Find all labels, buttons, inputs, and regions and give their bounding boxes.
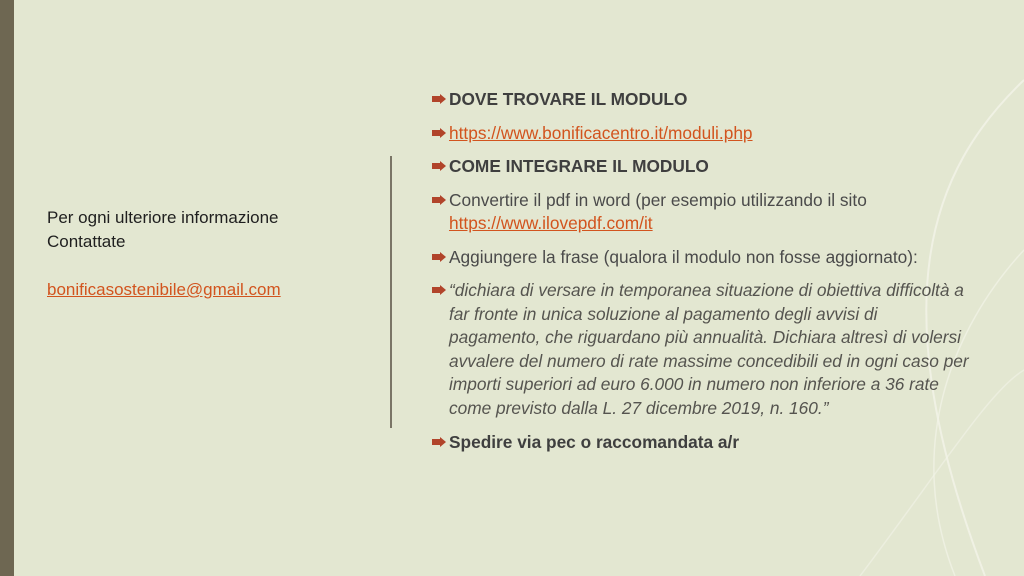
send-instruction: Spedire via pec o raccomandata a/r: [449, 431, 740, 452]
arrow-bullet-icon: [432, 252, 449, 262]
list-item: [432, 189, 972, 236]
left-accent-bar: [0, 0, 14, 576]
arrow-bullet-icon: [432, 161, 449, 171]
convert-instruction: Convertire il pdf in word (per esempio utilizzando il sito: [449, 189, 867, 210]
list-item: [432, 122, 972, 146]
list-item: [432, 279, 972, 421]
arrow-bullet-icon: [432, 128, 449, 138]
arrow-bullet-icon: [432, 94, 449, 104]
arrow-bullet-icon: [432, 285, 449, 295]
heading-how-to-integrate: COME INTEGRARE IL MODULO: [449, 156, 709, 176]
list-item: [432, 431, 972, 455]
vertical-divider: [390, 156, 392, 428]
add-phrase-instruction: Aggiungere la frase (qualora il modulo non fosse aggiornato):: [449, 246, 918, 267]
arrow-bullet-icon: [432, 437, 449, 447]
contact-email-link[interactable]: bonificasostenibile@gmail.com: [47, 280, 281, 299]
list-item: [432, 88, 972, 112]
arrow-bullet-icon: [432, 195, 449, 205]
contact-line-2: Contattate: [47, 232, 126, 251]
declaration-quote: “dichiara di versare in temporanea situazione di obiettiva difficoltà a far fronte in unica soluzione al pagamento degli avvisi di pagamento, che riguardano più annualità. Dichiara altresì di volersi avvalere del numero di rate massime concedibili ed in ogni caso per importi superiori ad euro 6.000 in numero non inferiore a 36 rate come previsto dalla L. 27 dicembre 2019, n. 160.”: [449, 280, 969, 418]
contact-line-1: Per ogni ulteriore informazione: [47, 208, 279, 227]
moduli-link[interactable]: https://www.bonificacentro.it/moduli.php: [449, 122, 753, 143]
heading-where-to-find: DOVE TROVARE IL MODULO: [449, 89, 688, 109]
bullet-list: [432, 88, 972, 464]
ilovepdf-link[interactable]: https://www.ilovepdf.com/it: [449, 213, 653, 233]
contact-block: [47, 206, 367, 302]
list-item: [432, 155, 972, 179]
list-item: [432, 246, 972, 270]
